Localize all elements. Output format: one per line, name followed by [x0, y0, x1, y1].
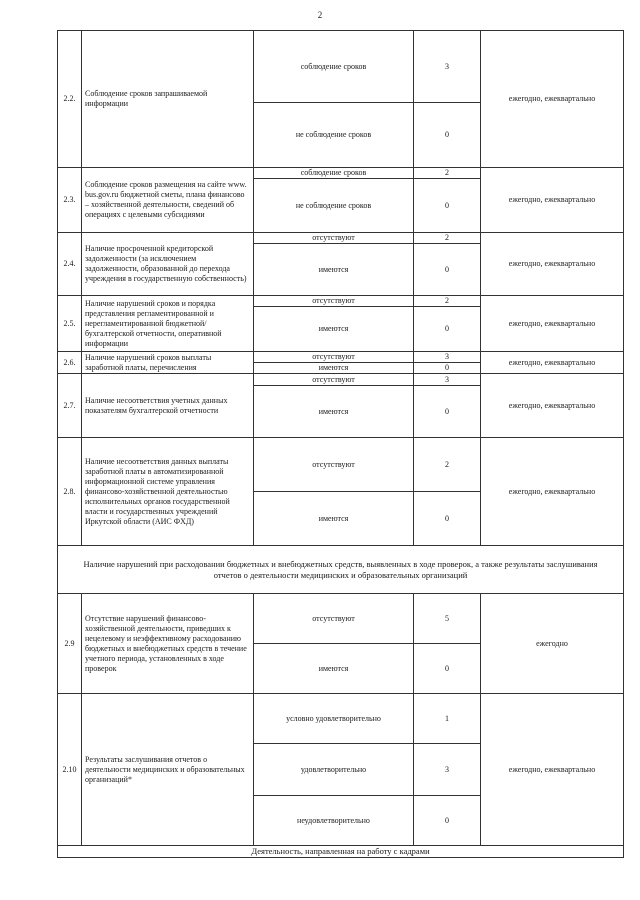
row-number: 2.4.	[58, 233, 82, 296]
option-points: 2	[414, 438, 481, 492]
criterion-text: Наличие несоответствия учетных данных показателям бухгалтерской отчетности	[82, 374, 254, 438]
option-label: соблюдение сроков	[254, 31, 414, 103]
row-number: 2.2.	[58, 31, 82, 168]
option-points: 0	[414, 244, 481, 296]
table-row	[58, 546, 624, 594]
row-number: 2.7.	[58, 374, 82, 438]
option-label: отсутствуют	[254, 594, 414, 644]
option-label: удовлетворительно	[254, 744, 414, 796]
option-label: отсутствуют	[254, 438, 414, 492]
criterion-text: Соблюдение сроков запрашиваемой информации	[82, 31, 254, 168]
option-label: неудовлетворительно	[254, 796, 414, 846]
option-points: 0	[414, 363, 481, 374]
row-number: 2.3.	[58, 168, 82, 233]
option-label: имеются	[254, 363, 414, 374]
table-row	[58, 594, 624, 644]
option-label: отсутствуют	[254, 233, 414, 244]
option-points: 0	[414, 796, 481, 846]
criterion-text: Соблюдение сроков размещения на сайте www. bus.gov.ru бюджетной сметы, плана финансово – хозяйственной деятельности, сведений об операциях с целевыми субсидиями	[82, 168, 254, 233]
option-points: 2	[414, 168, 481, 179]
criteria-table	[57, 30, 624, 858]
criterion-text: Наличие просроченной кредиторской задолженности (за исключением задолженности, образованной до перехода учреждения в государственную собственность)	[82, 233, 254, 296]
section-heading: Наличие нарушений при расходовании бюджетных и внебюджетных средств, выявленных в ходе проверок, а также результаты заслушивания отчетов о деятельности медицинских и образовательных организаций	[58, 546, 624, 594]
period-text: ежегодно, ежеквартально	[481, 352, 624, 374]
footer-heading: Деятельность, направленная на работу с кадрами	[58, 846, 624, 858]
option-points: 1	[414, 694, 481, 744]
option-label: не соблюдение сроков	[254, 179, 414, 233]
option-points: 2	[414, 233, 481, 244]
option-label: условно удовлетворительно	[254, 694, 414, 744]
table-row	[58, 296, 624, 307]
option-points: 3	[414, 352, 481, 363]
option-points: 2	[414, 296, 481, 307]
period-text: ежегодно	[481, 594, 624, 694]
option-label: отсутствуют	[254, 352, 414, 363]
option-points: 3	[414, 31, 481, 103]
option-points: 3	[414, 744, 481, 796]
option-points: 0	[414, 492, 481, 546]
option-label: отсутствуют	[254, 374, 414, 386]
option-points: 0	[414, 103, 481, 168]
criterion-text: Наличие несоответствия данных выплаты заработной платы в автоматизированной информационной системе управления финансово-хозяйственной деятельностью исполнительных органов государственной власти и государственных учреждений Иркутской области (АИС ФХД)	[82, 438, 254, 546]
criterion-text: Результаты заслушивания отчетов о деятельности медицинских и образовательных организаций*	[82, 694, 254, 846]
page-number: 2	[317, 10, 323, 20]
option-points: 0	[414, 386, 481, 438]
criterion-text: Наличие нарушений сроков выплаты заработной платы, перечисления	[82, 352, 254, 374]
option-points: 3	[414, 374, 481, 386]
option-label: имеются	[254, 386, 414, 438]
row-number: 2.9	[58, 594, 82, 694]
period-text: ежегодно, ежеквартально	[481, 694, 624, 846]
period-text: ежегодно, ежеквартально	[481, 374, 624, 438]
table-row	[58, 438, 624, 492]
option-label: не соблюдение сроков	[254, 103, 414, 168]
table-row	[58, 694, 624, 744]
period-text: ежегодно, ежеквартально	[481, 233, 624, 296]
row-number: 2.10	[58, 694, 82, 846]
option-points: 0	[414, 644, 481, 694]
period-text: ежегодно, ежеквартально	[481, 168, 624, 233]
table-row	[58, 168, 624, 179]
period-text: ежегодно, ежеквартально	[481, 31, 624, 168]
option-label: имеются	[254, 492, 414, 546]
option-points: 5	[414, 594, 481, 644]
row-number: 2.5.	[58, 296, 82, 352]
criterion-text: Отсутствие нарушений финансово-хозяйственной деятельности, приведших к нецелевому и неэффективному расходованию бюджетных и внебюджетных средств в течение учетного периода, установленных в ходе проверок	[82, 594, 254, 694]
table-row	[58, 233, 624, 244]
option-points: 0	[414, 179, 481, 233]
table-row	[58, 352, 624, 363]
option-label: имеются	[254, 307, 414, 352]
option-label: отсутствуют	[254, 296, 414, 307]
period-text: ежегодно, ежеквартально	[481, 296, 624, 352]
option-points: 0	[414, 307, 481, 352]
row-number: 2.8.	[58, 438, 82, 546]
period-text: ежегодно, ежеквартально	[481, 438, 624, 546]
row-number: 2.6.	[58, 352, 82, 374]
table-row	[58, 374, 624, 386]
table-row	[58, 846, 624, 858]
option-label: соблюдение сроков	[254, 168, 414, 179]
option-label: имеются	[254, 644, 414, 694]
criterion-text: Наличие нарушений сроков и порядка представления регламентированной и нерегламентированной бюджетной/бухгалтерской отчетности, оперативной информации	[82, 296, 254, 352]
table-row	[58, 31, 624, 103]
option-label: имеются	[254, 244, 414, 296]
